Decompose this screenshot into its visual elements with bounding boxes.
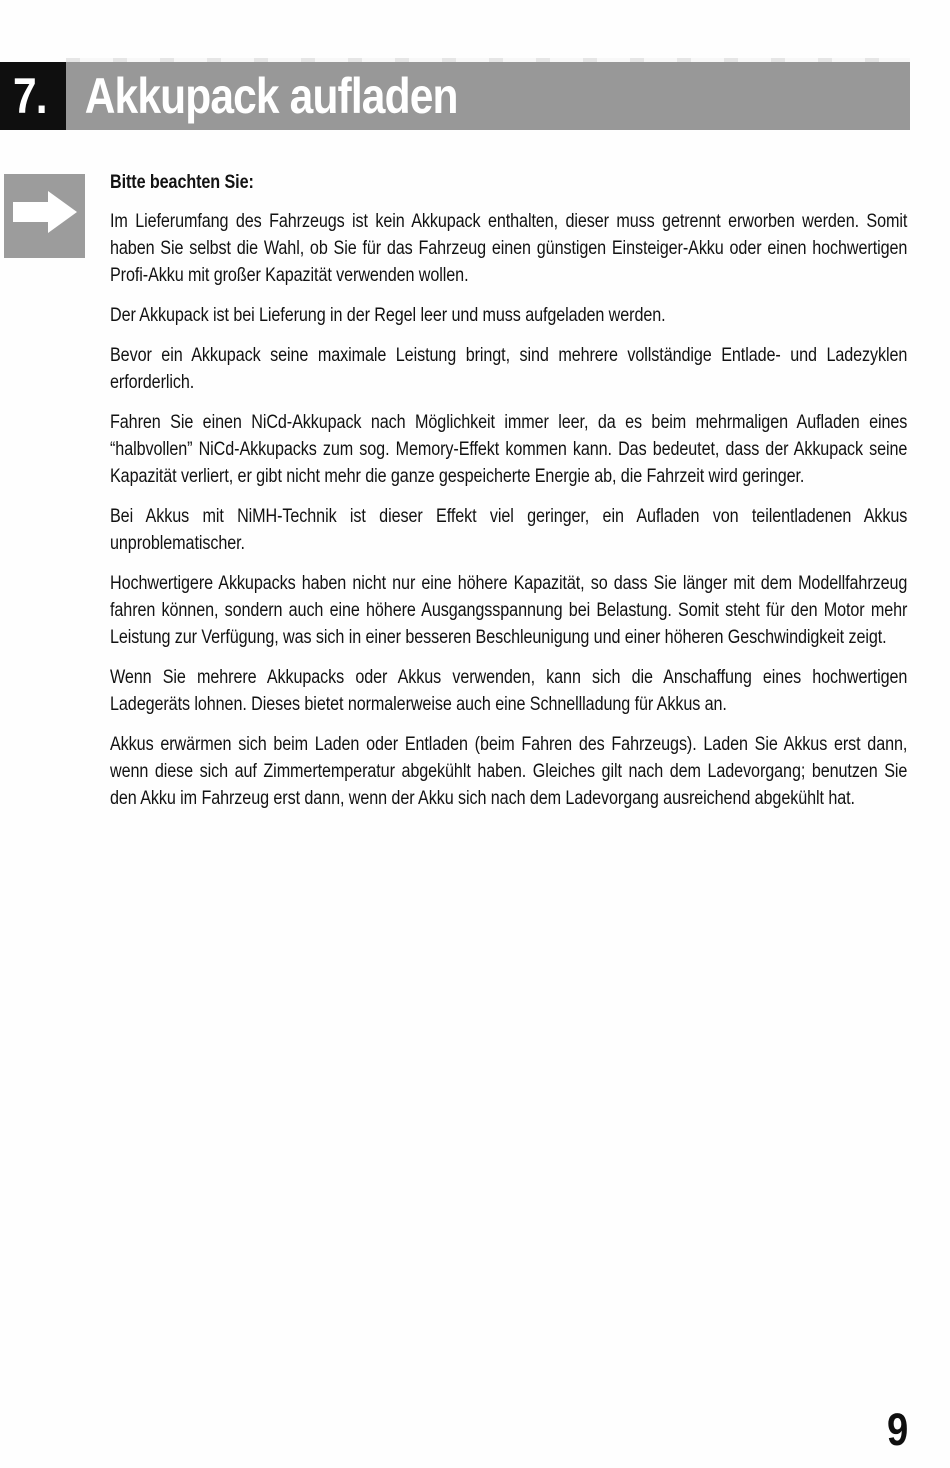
note-paragraph: Hochwertigere Akkupacks haben nicht nur eine höhere Kapazität, so dass Sie länger mit dem Modellfahrzeug fahren können, sondern auch eine höhere Ausgangsspannung bei Belastung. Somit steht für den Motor mehr Leistung zur Verfügung, was sich in einer besseren Beschleunigung und einer höheren Geschwindigkeit zeigt.	[110, 573, 908, 648]
note-paragraph: Im Lieferumfang des Fahrzeugs ist kein Akkupack enthalten, dieser muss getrennt erworben werden. Somit haben Sie selbst die Wahl, ob Sie für das Fahrzeug einen günstigen Einsteiger-Akku oder einen hochwertigen Profi-Akku mit großer Kapazität verwenden wollen.	[110, 211, 908, 286]
note-heading: Bitte beachten Sie:	[110, 172, 254, 193]
note-paragraph: Wenn Sie mehrere Akkupacks oder Akkus verwenden, kann sich die Anschaffung eines hochwertigen Ladegeräts lohnen. Dieses bietet normalerweise auch eine Schnellladung für Akkus an.	[110, 667, 908, 715]
note-icon-box	[4, 174, 85, 258]
section-title-bar	[66, 62, 910, 130]
arrow-right-icon	[4, 174, 85, 258]
note-paragraph: Der Akkupack ist bei Lieferung in der Regel leer und muss aufgeladen werden.	[110, 305, 666, 326]
section-number: 7.	[13, 68, 47, 124]
note-paragraph: Fahren Sie einen NiCd-Akkupack nach Möglichkeit immer leer, da es beim mehrmaligen Aufladen eines “halbvollen” NiCd-Akkupacks zum sog. Memory-Effekt kommen kann. Das bedeutet, dass der Akkupack seine Kapazität verliert, er gibt nicht mehr die ganze gespeicherte Energie ab, die Fahrzeit wird geringer.	[110, 412, 908, 487]
note-paragraph: Akkus erwärmen sich beim Laden oder Entladen (beim Fahren des Fahrzeugs). Laden Sie Akkus erst dann, wenn diese sich auf Zimmertemperatur abgekühlt haben. Gleiches gilt nach dem Ladevorgang; benutzen Sie den Akku im Fahrzeug erst dann, wenn der Akku sich nach dem Ladevorgang ausreichend abgekühlt hat.	[110, 734, 908, 809]
note-paragraph: Bevor ein Akkupack seine maximale Leistung bringt, sind mehrere vollständige Entlade- und Ladezyklen erforderlich.	[110, 345, 908, 393]
page-number: 9	[887, 1404, 909, 1455]
chapter-header	[0, 62, 910, 130]
section-number-box	[0, 62, 66, 130]
note-paragraph: Bei Akkus mit NiMH-Technik ist dieser Effekt viel geringer, ein Aufladen von teilentladenen Akkus unproblematischer.	[110, 506, 908, 554]
section-title: Akkupack aufladen	[84, 68, 458, 124]
note-content	[110, 169, 907, 825]
